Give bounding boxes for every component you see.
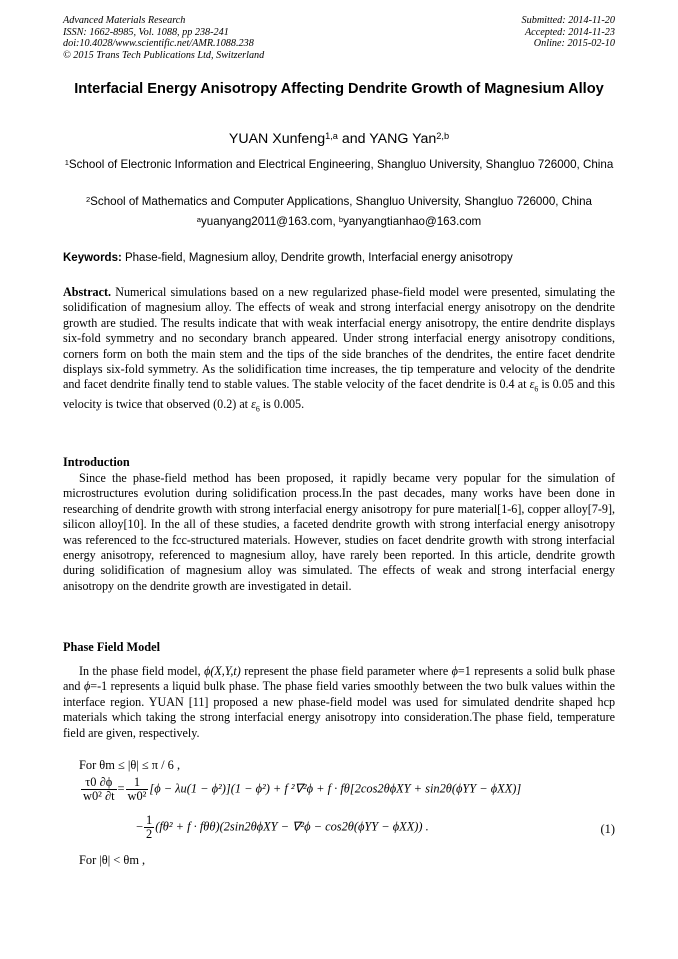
abstract-text-1: Numerical simulations based on a new regularized phase-field model were presented, simulating the solidification of magnesium alloy. The effects of weak and strong interfacial energy anisotropy on the dendrite growth are studied. The results indicate that with weak interfacial energy anisotropy, the entire dendrite displays six-fold symmetry and no secondary branch appeared. Under strong interfacial energy anisotropy conditions, corners form on both the main stem and the tips of the side branches of the dendrites, the entire facet dendrite displays six-fold symmetry. As the solidification time increases, the tip temperature and velocity of the dendrite and facet dendrite finally tend to stable values. The stable velocity of the facet dendrite is 0.4 at [63,285,615,392]
lhs-fraction [81,776,117,803]
equation-number: (1) [600,822,615,836]
pfm-text-4: =-1 represents a liquid bulk phase. The phase field varies smoothly between the two bulk values within the interface region. YUAN [11] proposed a new phase-field model was used for simulated dendrite shaped hcp materials which taking the strong interfacial energy anisotropy into consideration.The phase field, temperature field are given, respectively. [63,679,615,740]
journal-header-right [522,15,615,50]
epsilon-symbol-1: ε [529,377,535,392]
equation-1-line-2 [136,814,429,841]
journal-name: Advanced Materials Research [63,15,186,26]
affiliation-2 [63,194,615,210]
abstract-text-2: is 0.05 and this velocity is twice that observed (0.2) at [63,377,616,412]
rhs-numerator: 1 [126,776,149,790]
email-a[interactable]: yuanyang2011@163.com, [201,215,339,228]
doi-line: doi:10.4028/www.scientific.net/AMR.1088.238 [63,38,254,50]
affiliation-1-text: School of Electronic Information and Electrical Engineering, Shangluo University, Shangluo 726000, China [68,158,614,171]
author-line [63,130,615,148]
pfm-text-2: represent the phase field parameter where [240,664,452,678]
epsilon-sub-1: 6 [534,384,539,394]
accepted-date: Accepted: 2014-11-23 [524,26,615,38]
author-emails [63,214,615,230]
email-b[interactable]: yanyangtianhao@163.com [343,215,482,228]
equation-1-expression-2: (fθ² + f · fθθ)(2sin2θϕXY − ∇²ϕ − cos2θ(ϕYY − ϕXX)) . [155,819,429,834]
phi-symbol-1: ϕ [451,664,458,678]
author-1-sup: 1,a [325,130,338,141]
condition-1: For θm ≤ |θ| ≤ π / 6 , [79,758,181,772]
condition-2: For |θ| < θm , [79,853,146,867]
issn-line: ISSN: 1662-8985, Vol. 1088, pp 238-241 [63,26,229,38]
paper-title: Interfacial Energy Anisotropy Affecting Dendrite Growth of Magnesium Alloy [74,81,604,97]
epsilon-sub-2: 6 [255,404,260,414]
affiliation-1-sup: 1 [64,157,69,167]
abstract [63,285,615,417]
keywords [63,250,615,266]
phase-field-model-heading: Phase Field Model [63,640,161,654]
equation-1-expression-1: [ϕ − λu(1 − ϕ²)](1 − ϕ²) + f ²∇²ϕ + f · fθ[2cos2θϕXY + sin2θ(ϕYY − ϕXX)] [149,781,522,796]
phi-symbol-2: ϕ [83,679,91,694]
email-b-sup: b [338,214,344,224]
epsilon-symbol-2: ε [251,397,256,412]
lhs-numerator: τ0 ∂ϕ [81,776,117,790]
half-denominator: 2 [146,827,153,841]
abstract-label: Abstract. [63,285,112,299]
half-fraction [144,814,154,841]
author-and: and [337,131,370,147]
author-2-name: YANG Yan [369,131,437,147]
keywords-label: Keywords: [63,252,122,264]
affiliation-2-sup: 2 [85,194,91,204]
introduction-text: Since the phase-field method has been proposed, it rapidly became very popular for the simulation of microstructures evolution during solidification process.In the past decades, many works have been done in researching of dendrite growth with strong interfacial energy anisotropy for pure material[1-6], copper alloy[7-9], silicon alloy[10]. In the all of these studies, a faceted dendrite growth with strong interfacial energy anisotropy was referenced to the fcc-structured materials. However, studies on facet dendrite growth with strong interfacial energy anisotropy, referenced to magnesium alloy, have rarely been reported. In this article, dendrite growth during solidification of magnesium alloy was simulated. The effects of weak and strong interfacial energy anisotropy on the dendrite growth are investigated in detail. [63,471,615,593]
affiliation-2-text: School of Mathematics and Computer Applications, Shangluo University, Shangluo 726000, China [90,195,593,208]
pfm-text-1: In the phase field model, [79,664,205,678]
affiliation-1 [63,157,615,173]
equals-sign: = [117,781,125,796]
author-2-sup: 2,b [436,130,450,141]
phi-expression: ϕ(X,Y,t) [204,664,241,678]
rhs-denominator: w0² [127,789,147,803]
email-a-sup: a [196,214,201,224]
submitted-date: Submitted: 2014-11-20 [521,15,615,26]
half-numerator: 1 [146,813,153,827]
phase-field-model-text [63,664,615,741]
rhs-fraction [126,776,149,803]
online-date: Online: 2015-02-10 [533,38,615,50]
copyright-line: © 2015 Trans Tech Publications Ltd, Switzerland [63,49,265,61]
author-1-name: YUAN Xunfeng [228,131,326,147]
minus-sign: − [136,819,143,834]
lhs-denominator: w0² ∂t [83,789,115,803]
journal-header-left [63,15,264,61]
introduction-heading: Introduction [63,455,130,469]
pfm-text-3: =1 represents a solid bulk phase and [63,664,615,694]
abstract-text-3: is 0.005. [259,397,305,412]
equation-1-line-1 [80,776,521,803]
keywords-text: Phase-field, Magnesium alloy, Dendrite growth, Interfacial energy anisotropy [121,252,513,264]
